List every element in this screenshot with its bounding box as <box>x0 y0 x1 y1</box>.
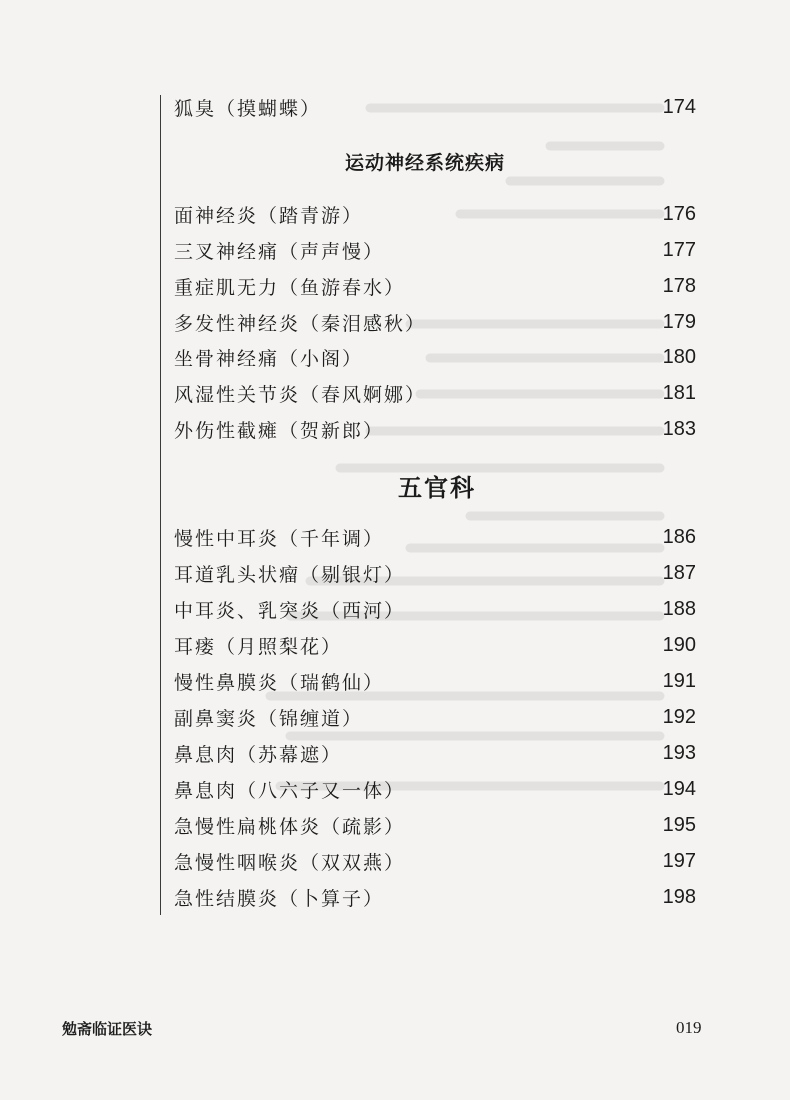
toc-entry-page: 198 <box>662 885 696 908</box>
toc-entry[interactable] <box>174 199 696 229</box>
toc-entry-title: 风湿性关节炎（春风婀娜） <box>174 383 427 406</box>
toc-entry[interactable] <box>174 522 696 552</box>
toc-entry[interactable] <box>174 92 696 122</box>
toc-entry[interactable] <box>174 558 696 588</box>
toc-entry[interactable] <box>174 882 696 912</box>
toc-entry-title: 鼻息肉（八六子又一体） <box>174 779 406 802</box>
toc-entry-title: 坐骨神经痛（小阁） <box>174 347 364 370</box>
toc-entry-title: 狐臭（摸蝴蝶） <box>174 97 322 120</box>
toc-entry-title: 重症肌无力（鱼游春水） <box>174 276 406 299</box>
toc-entry-title: 急慢性扁桃体炎（疏影） <box>174 815 406 838</box>
page-number: 019 <box>676 1018 702 1037</box>
section-heading-ent: 五官科 <box>398 474 476 502</box>
toc-entry[interactable] <box>174 235 696 265</box>
toc-entry-page: 194 <box>662 777 696 800</box>
toc-entry[interactable] <box>174 846 696 876</box>
toc-entry-page: 186 <box>662 525 696 548</box>
toc-entry[interactable] <box>174 307 696 337</box>
toc-entry-page: 195 <box>662 813 696 836</box>
toc-entry-title: 慢性鼻膜炎（瑞鹤仙） <box>174 671 385 694</box>
toc-entry[interactable] <box>174 810 696 840</box>
toc-entry-title: 副鼻窦炎（锦缠道） <box>174 707 364 730</box>
toc-entry-page: 188 <box>662 597 696 620</box>
toc-entry[interactable] <box>174 738 696 768</box>
toc-entry-title: 面神经炎（踏青游） <box>174 204 364 227</box>
toc-entry-title: 慢性中耳炎（千年调） <box>174 527 385 550</box>
toc-entry[interactable] <box>174 414 696 444</box>
toc-entry-page: 183 <box>662 417 696 440</box>
running-footer-title: 勉斋临证医诀 <box>62 1020 153 1038</box>
toc-entry-title: 耳道乳头状瘤（剔银灯） <box>174 563 406 586</box>
toc-entry[interactable] <box>174 378 696 408</box>
toc-entry-page: 177 <box>662 238 696 261</box>
toc-entry-title: 急慢性咽喉炎（双双燕） <box>174 851 406 874</box>
toc-entry-page: 178 <box>662 274 696 297</box>
toc-entry[interactable] <box>174 702 696 732</box>
toc-entry-title: 三叉神经痛（声声慢） <box>174 240 385 263</box>
toc-entry-title: 多发性神经炎（秦泪感秋） <box>174 312 427 335</box>
toc-entry[interactable] <box>174 594 696 624</box>
toc-entry-page: 180 <box>662 345 696 368</box>
toc-entry-title: 急性结膜炎（卜算子） <box>174 887 385 910</box>
toc-entry[interactable] <box>174 271 696 301</box>
toc-entry-page: 187 <box>662 561 696 584</box>
toc-entry-page: 174 <box>662 95 696 118</box>
toc-entry-page: 190 <box>662 633 696 656</box>
toc-entry-page: 176 <box>662 202 696 225</box>
toc-entry[interactable] <box>174 630 696 660</box>
section-heading-motor-nervous: 运动神经系统疾病 <box>345 152 506 174</box>
toc-entry[interactable] <box>174 342 696 372</box>
toc-entry-page: 192 <box>662 705 696 728</box>
toc-entry[interactable] <box>174 774 696 804</box>
toc-entry-page: 179 <box>662 310 696 333</box>
margin-rule <box>160 95 161 915</box>
toc-entry-title: 鼻息肉（苏幕遮） <box>174 743 343 766</box>
toc-entry-title: 外伤性截瘫（贺新郎） <box>174 419 385 442</box>
toc-entry-page: 181 <box>662 381 696 404</box>
toc-entry-page: 193 <box>662 741 696 764</box>
toc-entry-page: 191 <box>662 669 696 692</box>
toc-entry[interactable] <box>174 666 696 696</box>
toc-entry-page: 197 <box>662 849 696 872</box>
toc-entry-title: 中耳炎、乳突炎（西河） <box>174 599 406 622</box>
toc-entry-title: 耳瘘（月照梨花） <box>174 635 343 658</box>
